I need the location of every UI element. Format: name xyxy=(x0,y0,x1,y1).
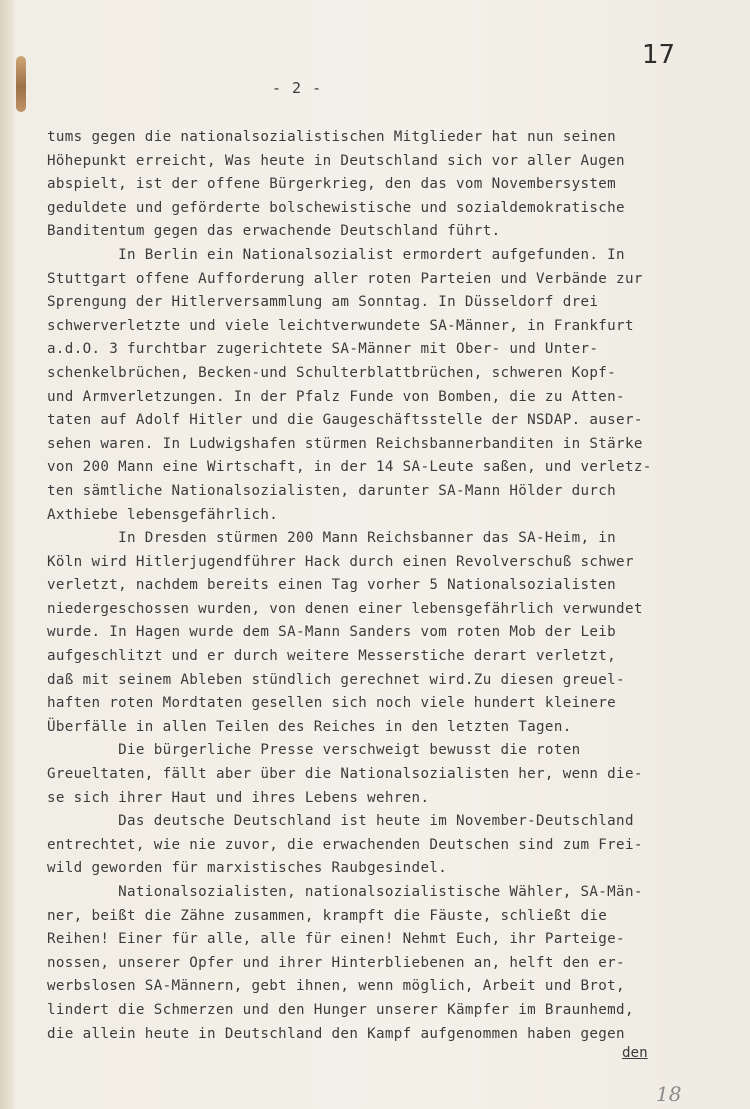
text-line: niedergeschossen wurden, von denen einer lebensgefährlich verwundet xyxy=(47,600,643,617)
text-line: und Armverletzungen. In der Pfalz Funde von Bomben, die zu Atten- xyxy=(47,388,625,405)
text-line: Köln wird Hitlerjugendführer Hack durch einen Revolverschuß schwer xyxy=(47,553,634,570)
text-line: aufgeschlitzt und er durch weitere Messerstiche derart verletzt, xyxy=(47,648,617,665)
text-line: verletzt, nachdem bereits einen Tag vorher 5 Nationalsozialisten xyxy=(47,577,617,594)
catchword: den xyxy=(622,1045,648,1061)
text-line: ten sämtliche Nationalsozialisten, darunter SA-Mann Hölder durch xyxy=(47,482,617,499)
text-line: Höhepunkt erreicht, Was heute in Deutschland sich vor aller Augen xyxy=(47,152,625,169)
binding-edge xyxy=(0,0,14,1109)
text-line: die allein heute in Deutschland den Kampf aufgenommen haben gegen xyxy=(47,1025,625,1042)
text-line: Reihen! Einer für alle, alle für einen! Nehmt Euch, ihr Parteige- xyxy=(47,931,625,948)
text-line: werbslosen SA-Männern, gebt ihnen, wenn möglich, Arbeit und Brot, xyxy=(47,978,625,995)
text-line: Axthiebe lebensgefährlich. xyxy=(47,506,279,523)
staple-rust-mark xyxy=(16,56,26,112)
text-line: haften roten Mordtaten gesellen sich noch viele hundert kleinere xyxy=(47,695,617,712)
text-line: sehen waren. In Ludwigshafen stürmen Reichsbannerbanditen in Stärke xyxy=(47,435,643,452)
body-text xyxy=(47,126,727,1046)
page-number: - 2 - xyxy=(272,79,323,97)
bottom-pencil-mark: 18 xyxy=(656,1082,682,1106)
text-line: Greueltaten, fällt aber über die Nationalsozialisten her, wenn die- xyxy=(47,766,643,783)
text-line: nossen, unserer Opfer und ihrer Hinterbliebenen an, helft den er- xyxy=(47,954,625,971)
text-line: In Berlin ein Nationalsozialist ermordert aufgefunden. In xyxy=(47,246,625,263)
text-line: Überfälle in allen Teilen des Reiches in den letzten Tagen. xyxy=(47,718,572,735)
text-line: Nationalsozialisten, nationalsozialistische Wähler, SA-Män- xyxy=(47,884,643,900)
text-line: schenkelbrüchen, Becken-und Schulterblattbrüchen, schweren Kopf- xyxy=(47,364,617,381)
text-line: wild geworden für marxistisches Raubgesindel. xyxy=(47,860,448,877)
text-line: ner, beißt die Zähne zusammen, krampft die Fäuste, schließt die xyxy=(47,907,608,924)
text-line: von 200 Mann eine Wirtschaft, in der 14 SA-Leute saßen, und verletz- xyxy=(47,459,652,476)
text-line: Banditentum gegen das erwachende Deutschland führt. xyxy=(47,223,501,240)
text-line: entrechtet, wie nie zuvor, die erwachenden Deutschen sind zum Frei- xyxy=(47,836,643,853)
text-line: daß mit seinem Ableben stündlich gerechnet wird.Zu diesen greuel- xyxy=(47,671,625,688)
text-line: se sich ihrer Haut und ihres Lebens wehren. xyxy=(47,789,430,806)
text-line: abspielt, ist der offene Bürgerkrieg, den das vom Novembersystem xyxy=(47,176,617,193)
text-line: Das deutsche Deutschland ist heute im November-Deutschland xyxy=(47,813,634,830)
text-line: wurde. In Hagen wurde dem SA-Mann Sanders vom roten Mob der Leib xyxy=(47,624,617,641)
text-line: In Dresden stürmen 200 Mann Reichsbanner das SA-Heim, in xyxy=(47,530,617,547)
text-line: lindert die Schmerzen und den Hunger unserer Kämpfer im Braunhemd, xyxy=(47,1001,634,1018)
text-line: Sprengung der Hitlerversammlung am Sonntag. In Düsseldorf drei xyxy=(47,294,599,311)
text-line: taten auf Adolf Hitler und die Gaugeschäftsstelle der NSDAP. auser- xyxy=(47,412,643,429)
text-line: schwerverletzte und viele leichtverwundete SA-Männer, in Frankfurt xyxy=(47,317,634,334)
text-line: Stuttgart offene Aufforderung aller roten Parteien und Verbände zur xyxy=(47,270,643,287)
text-line: geduldete und geförderte bolschewistische und sozialdemokratische xyxy=(47,199,625,216)
text-line: Die bürgerliche Presse verschweigt bewusst die roten xyxy=(47,742,581,759)
folio-number: 17 xyxy=(642,40,676,70)
text-line: a.d.O. 3 furchtbar zugerichtete SA-Männer mit Ober- und Unter- xyxy=(47,341,599,358)
text-line: tums gegen die nationalsozialistischen Mitglieder hat nun seinen xyxy=(47,129,617,145)
